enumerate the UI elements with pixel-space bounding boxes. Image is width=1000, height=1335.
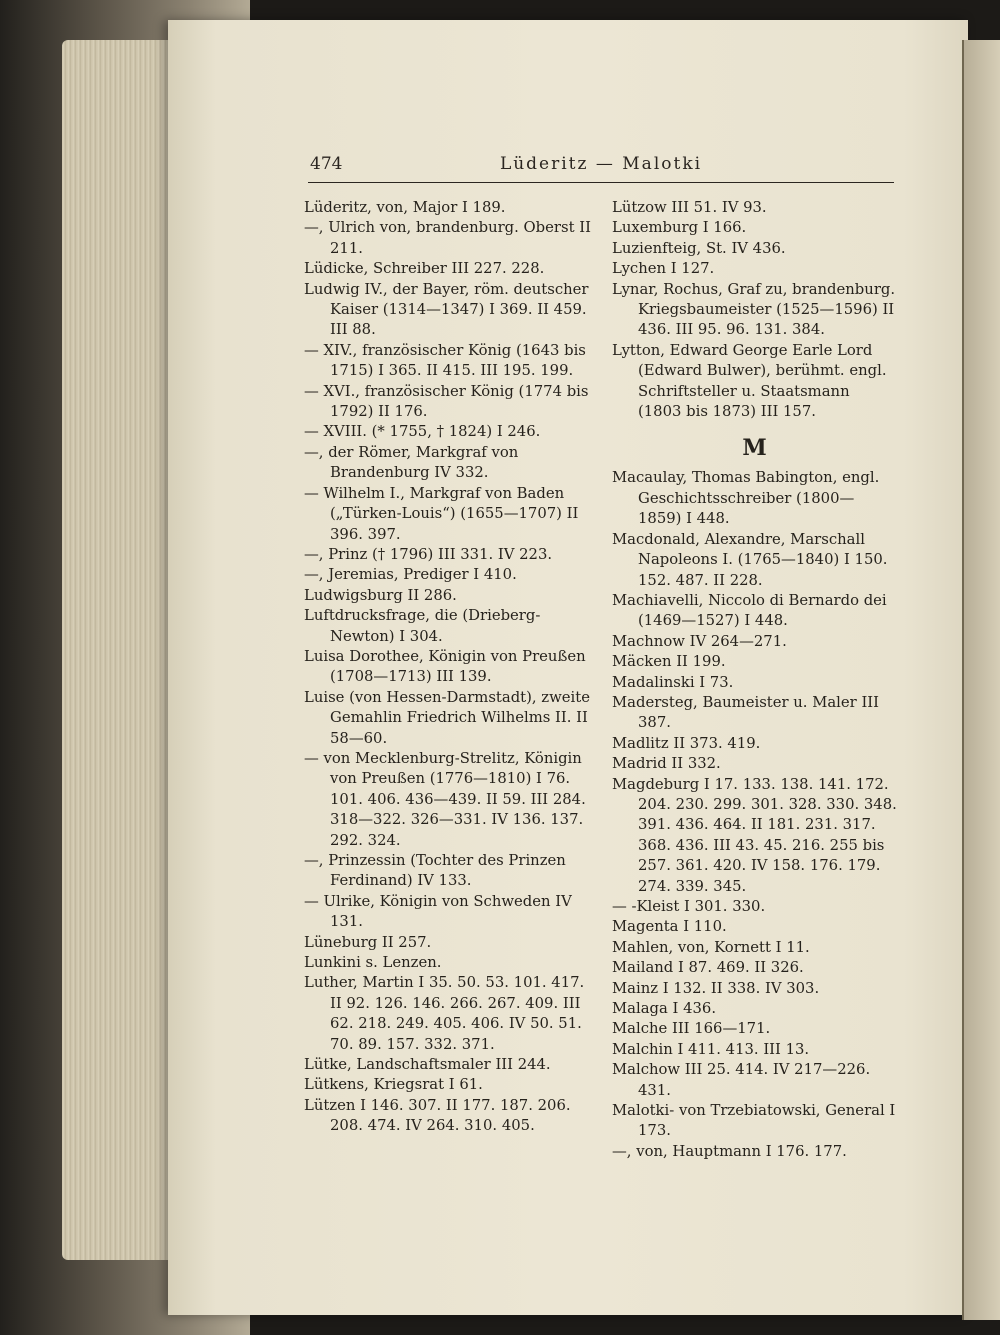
index-entry: Luftdrucksfrage, die (Drieberg-Newton) I 304. [304,607,541,645]
index-entry: Macaulay, Thomas Babington, engl. Geschichtsschreiber (1800—1859) I 448. [612,469,880,528]
index-entry: Lütke, Landschaftsmaler III 244. [304,1056,551,1074]
index-entry: Malchow III 25. 414. IV 217—226. 431. [612,1061,871,1099]
index-entry: —, Ulrich von, brandenburg. Oberst II 211. [304,219,591,257]
index-entry: —, Prinz († 1796) III 331. IV 223. [304,545,553,563]
index-entry: Madlitz II 373. 419. [612,734,761,752]
index-entry: Lützen I 146. 307. II 177. 187. 206. 208. 474. IV 264. 310. 405. [304,1096,571,1135]
index-entry: —, Prinzessin (Tochter des Prinzen Ferdinand) IV 133. [304,852,566,890]
index-entry: Lüderitz, von, Major I 189. [304,199,506,216]
index-entry: Magdeburg I 17. 133. 138. 141. 172. 204. 230. 299. 301. 328. 330. 348. 391. 436. 464. II 181. 231. 317. 368. 436. III 43. 45. 216. 255 bis 257. 361. 420. IV 158. 176. 179. 274. 339. 345. [612,775,897,895]
next-page-edge [962,40,1000,1320]
spine-line [962,40,964,1320]
index-entry: Lütkens, Kriegsrat I 61. [304,1076,483,1094]
index-entry: Luisa Dorothee, Königin von Preußen (1708—1713) III 139. [304,647,586,686]
index-entry: Machiavelli, Niccolo di Bernardo dei (1469—1527) I 448. [612,591,887,630]
index-entry: Lützow III 51. IV 93. [612,199,767,216]
index-entry: Madrid II 332. [612,755,721,773]
index-entry: Luzienfteig, St. IV 436. [612,239,786,257]
index-entry: Lynar, Rochus, Graf zu, brandenburg. Kriegsbaumeister (1525—1596) II 436. III 95. 96. 131. 384. [612,280,896,339]
index-entry: Malche III 166—171. [612,1020,771,1038]
index-entry: Luise (von Hessen-Darmstadt), zweite Gemahlin Friedrich Wilhelms II. II 58—60. [304,688,590,747]
index-entry: Mäcken II 199. [612,653,726,671]
index-entry: Lüdicke, Schreiber III 227. 228. [304,260,545,278]
index-entry: Malotki- von Trzebiatowski, General I 173. [612,1102,896,1140]
index-entry: Ludwigsburg II 286. [304,586,457,604]
index-entry: Mainz I 132. II 338. IV 303. [612,979,820,997]
right-column [612,198,897,1162]
index-entry: Luther, Martin I 35. 50. 53. 101. 417. II 92. 126. 146. 266. 267. 409. III 62. 218. 249. 405. 406. IV 50. 51. 70. 89. 157. 332. 371. [304,974,585,1053]
index-entry: —, Jeremias, Prediger I 410. [304,566,517,584]
index-entry: Ludwig IV., der Bayer, röm. deutscher Kaiser (1314—1347) I 369. II 459. III 88. [304,280,589,339]
index-entry: Luxemburg I 166. [612,219,747,237]
page-header [308,148,894,183]
index-entry: — XVI., französischer König (1774 bis 1792) II 176. [304,382,589,421]
left-column [304,198,594,1137]
index-entry: — -Kleist I 301. 330. [612,898,766,915]
index-entry: Madersteg, Baumeister u. Maler III 387. [612,693,879,732]
index-entry: Lytton, Edward George Earle Lord (Edward Bulwer), berühmt. engl. Schriftsteller u. Staatsmann (1803 bis 1873) III 157. [612,341,887,421]
index-entry: Malchin I 411. 413. III 13. [612,1040,810,1058]
index-entry: Lunkini s. Lenzen. [304,954,442,972]
section-letter: M [742,435,767,462]
running-head: Lüderitz — Malotki [499,154,703,174]
index-entry: — XVIII. (* 1755, † 1824) I 246. [304,423,541,441]
index-entry: — Ulrike, Königin von Schweden IV 131. [304,892,572,931]
index-entry: Machnow IV 264—271. [612,632,787,650]
index-entry: Madalinski I 73. [612,673,734,691]
index-entry: — XIV., französischer König (1643 bis 1715) I 365. II 415. III 195. 199. [304,341,586,380]
index-entry: Mahlen, von, Kornett I 11. [612,938,810,956]
index-entry: Magenta I 110. [612,918,727,936]
index-entry: — von Mecklenburg-Strelitz, Königin von Preußen (1776—1810) I 76. 101. 406. 436—439. II 59. III 284. 318—322. 326—331. IV 136. 137. 292. 324. [304,749,586,849]
index-entry: Mailand I 87. 469. II 326. [612,959,804,977]
index-entry: Lychen I 127. [612,260,715,278]
index-entry: —, von, Hauptmann I 176. 177. [612,1142,847,1160]
index-entry: —, der Römer, Markgraf von Brandenburg IV 332. [304,443,519,482]
index-entry: Lüneburg II 257. [304,933,432,951]
index-entry: Macdonald, Alexandre, Marschall Napoleons I. (1765—1840) I 150. 152. 487. II 228. [612,530,888,589]
page-number: 474 [310,154,343,174]
index-entry: — Wilhelm I., Markgraf von Baden („Türken-Louis“) (1655—1707) II 396. 397. [304,484,579,543]
index-entry: Malaga I 436. [612,1000,717,1018]
